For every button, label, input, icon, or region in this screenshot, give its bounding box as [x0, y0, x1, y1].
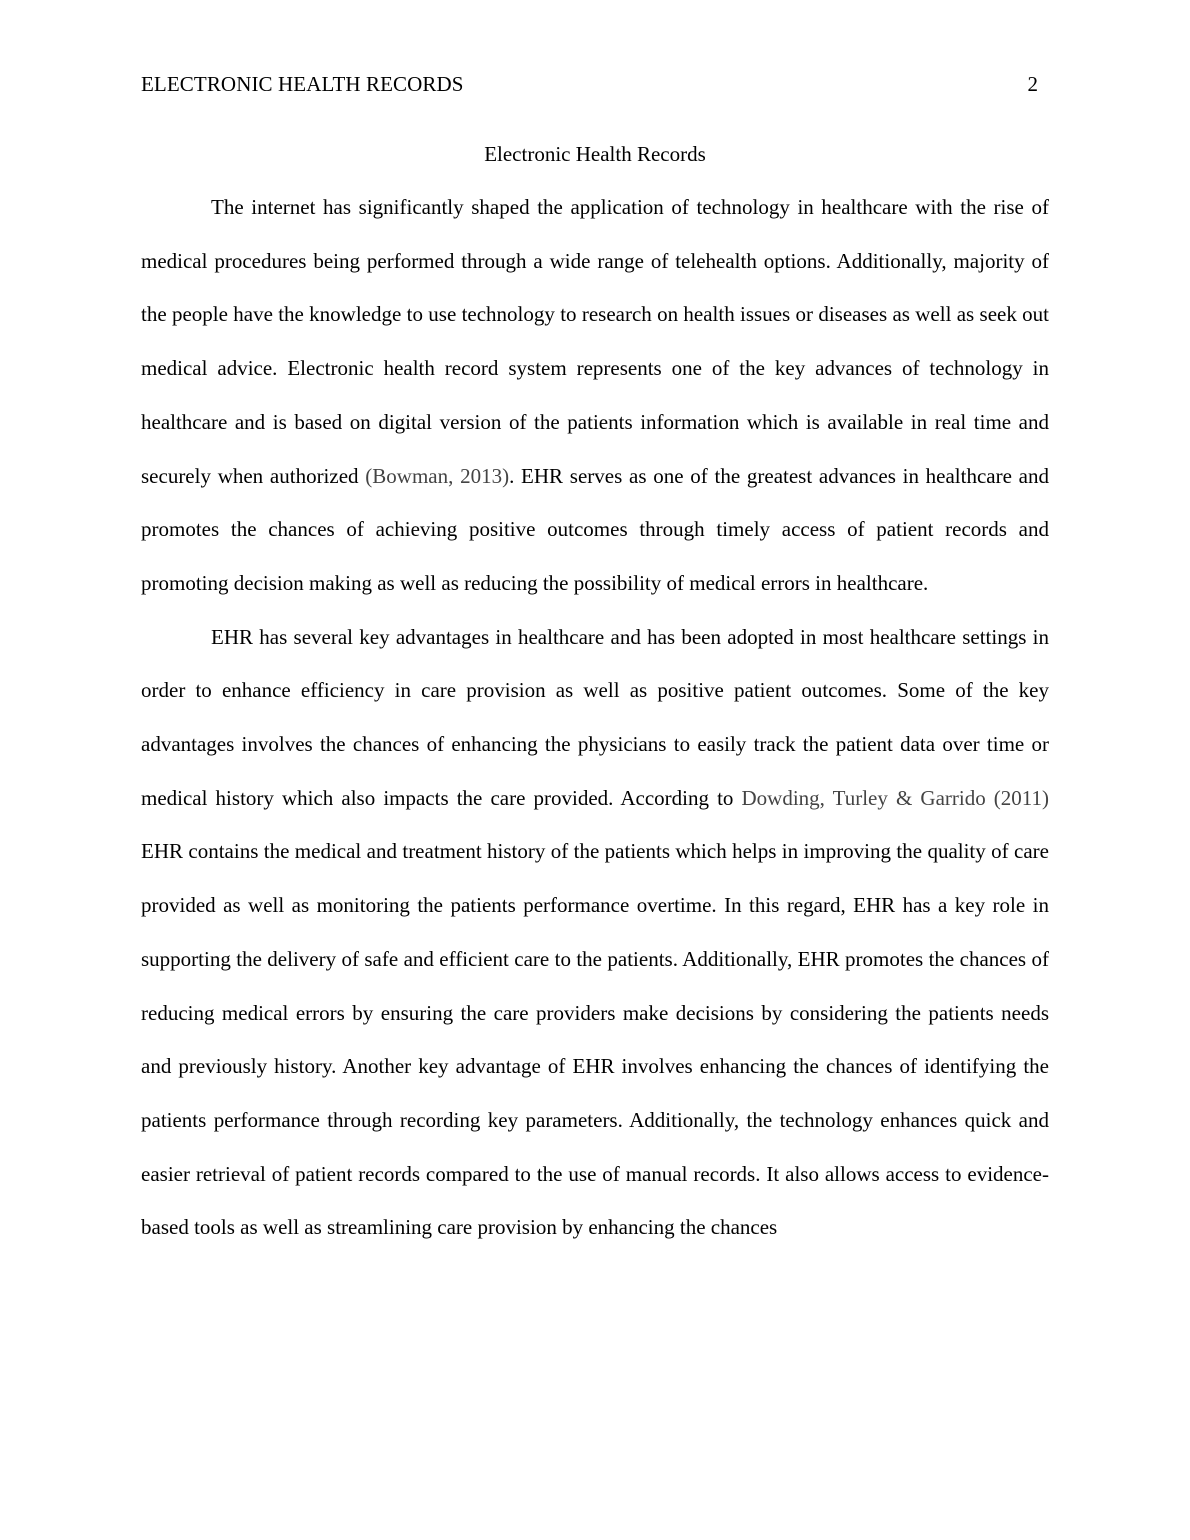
- paragraph-2-text-b: EHR contains the medical and treatment history of the patients which helps in improving the quality of care provided as well as monitoring the patients performance overtime. In this regard, EHR has a key role in supporting the delivery of safe and efficient care to the patients. Additionally, EHR promotes the chances of reducing medical errors by ensuring the care providers make decisions by considering the patients needs and previously history. Another key advantage of EHR involves enhancing the chances of identifying the patients performance through recording key parameters. Additionally, the technology enhances quick and easier retrieval of patient records compared to the use of manual records. It also allows access to evidence-based tools as well as streamlining care provision by enhancing the chances: [141, 839, 1049, 1240]
- citation-bowman: (Bowman, 2013): [365, 463, 510, 488]
- document-title: Electronic Health Records: [484, 142, 706, 166]
- paragraph-1-text-a: The internet has significantly shaped the application of technology in healthcare with the rise of medical procedures being performed through a wide range of telehealth options. Additionally, majority of the people have the knowledge to use technology to research on health issues or diseases as well as seek out medical advice. Electronic health record system represents one of the key advances of technology in healthcare and is based on digital version of the patients information which is available in real time and securely when authorized: [141, 195, 1049, 488]
- running-head: ELECTRONIC HEALTH RECORDS: [141, 72, 464, 96]
- paragraph-2: [141, 611, 1049, 1255]
- paragraph-2-text-a: EHR has several key advantages in healthcare and has been adopted in most healthcare settings in order to enhance efficiency in care provision as well as positive patient outcomes. Some of the key advantages involves the chances of enhancing the physicians to easily track the patient data over time or medical history which also impacts the care provided. According to: [141, 624, 1049, 810]
- page-number: 2: [1027, 72, 1038, 96]
- body-text: [141, 181, 1049, 1255]
- citation-dowding: Dowding, Turley & Garrido (2011): [741, 785, 1050, 810]
- paragraph-1: [141, 181, 1049, 611]
- paragraph-1-text-b: . EHR serves as one of the greatest advances in healthcare and promotes the chances of achieving positive outcomes through timely access of patient records and promoting decision making as well as reducing the possibility of medical errors in healthcare.: [141, 463, 1049, 595]
